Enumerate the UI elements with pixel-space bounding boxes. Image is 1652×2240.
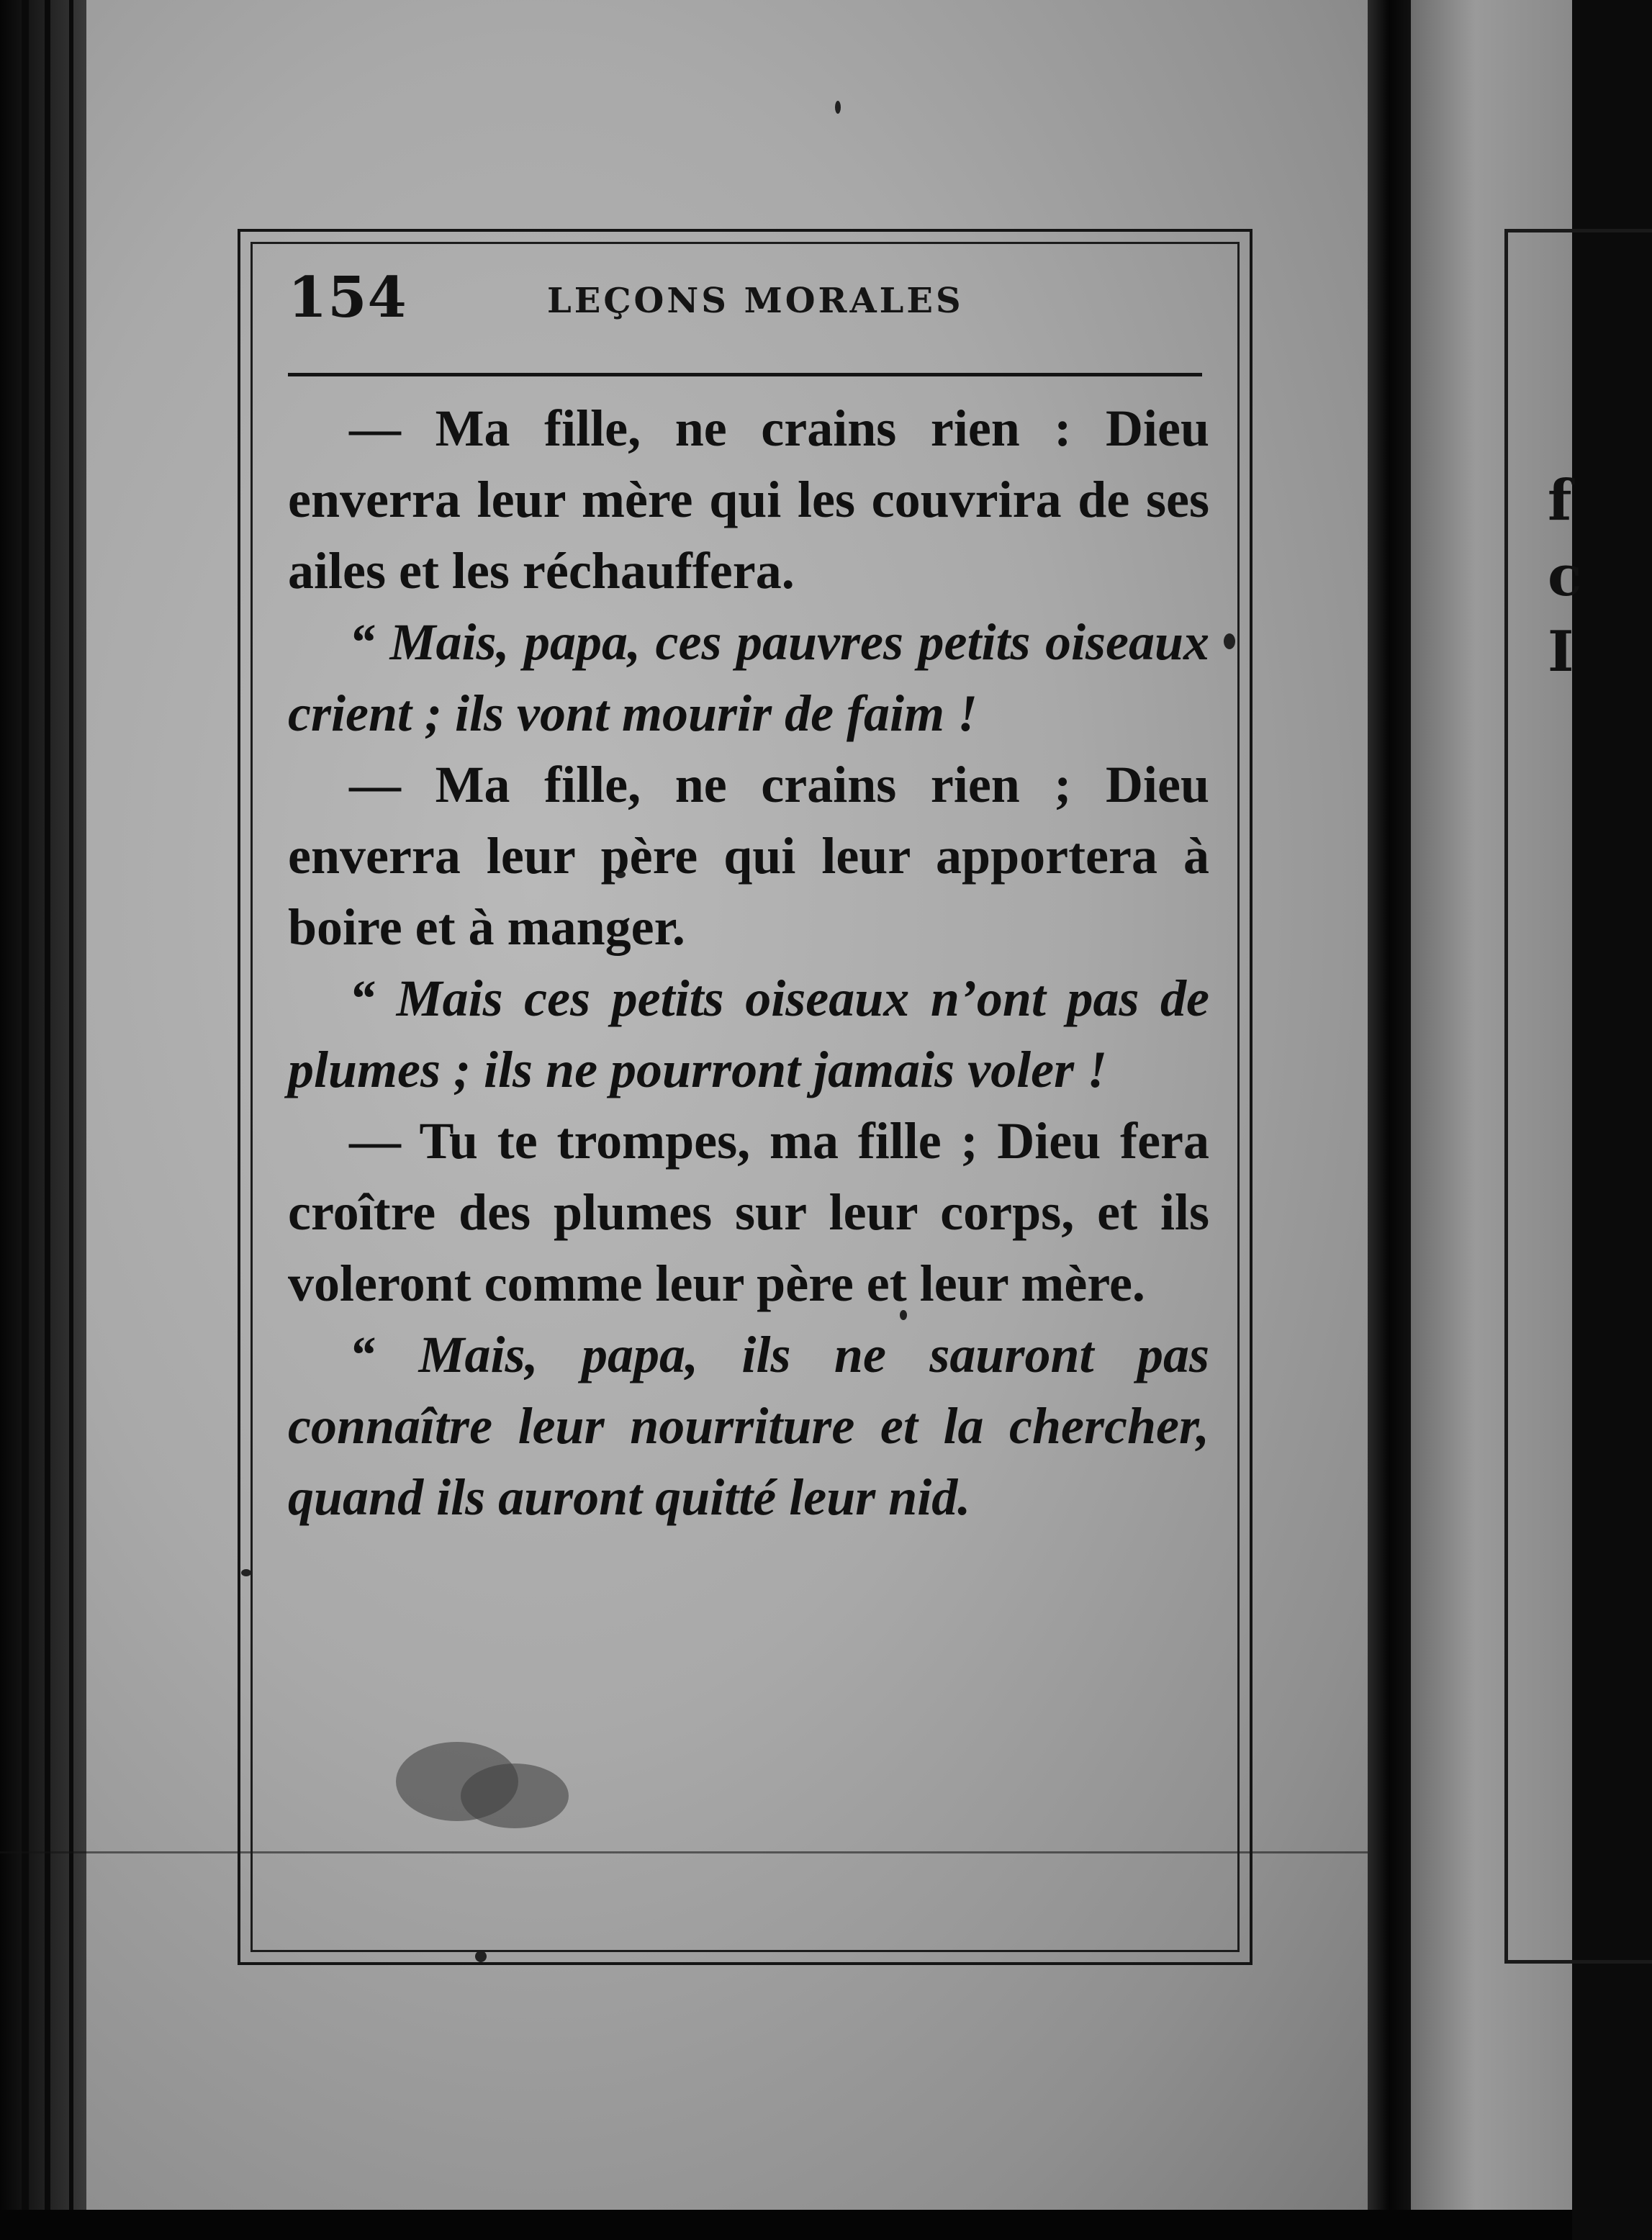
adjacent-page-fragment: I xyxy=(1548,619,1574,685)
paragraph-daughter-question: “ Mais, papa, ces pauvres petits oiseaux crient ; ils vont mourir de faim ! xyxy=(288,613,1209,742)
book-gutter xyxy=(1368,0,1411,2240)
page-number: 154 xyxy=(288,265,407,330)
adjacent-page-fragment: c xyxy=(1548,543,1582,609)
paragraph-daughter-question: “ Mais ces petits oiseaux n’ont pas de plumes ; ils ne pourront jamais voler ! xyxy=(288,970,1209,1098)
running-head xyxy=(288,265,1217,330)
adjacent-page xyxy=(1411,0,1572,2210)
header-rule xyxy=(288,373,1202,376)
film-edge-left xyxy=(0,0,86,2240)
paragraph-daughter-question: “ Mais, papa, ils ne sauront pas connaître leur nourriture et la chercher, quand ils auront quitté leur nid. xyxy=(288,1326,1209,1526)
paragraph-father-reply: — Ma fille, ne crains rien : Dieu enverra leur mère qui les couvrira de ses ailes et les réchauffera. xyxy=(288,399,1209,600)
running-title: LEÇONS MORALES xyxy=(547,281,964,321)
adjacent-page-fragment: f xyxy=(1548,468,1572,533)
body-text xyxy=(288,393,1209,1533)
paragraph-father-reply: — Tu te trompes, ma fille ; Dieu fera croître des plumes sur leur corps, et ils voleront comme leur père et leur mère. xyxy=(288,1112,1209,1312)
paragraph-father-reply: — Ma fille, ne crains rien ; Dieu enverra leur père qui leur apportera à boire et à manger. xyxy=(288,756,1209,956)
film-edge-bottom xyxy=(0,2210,1572,2240)
